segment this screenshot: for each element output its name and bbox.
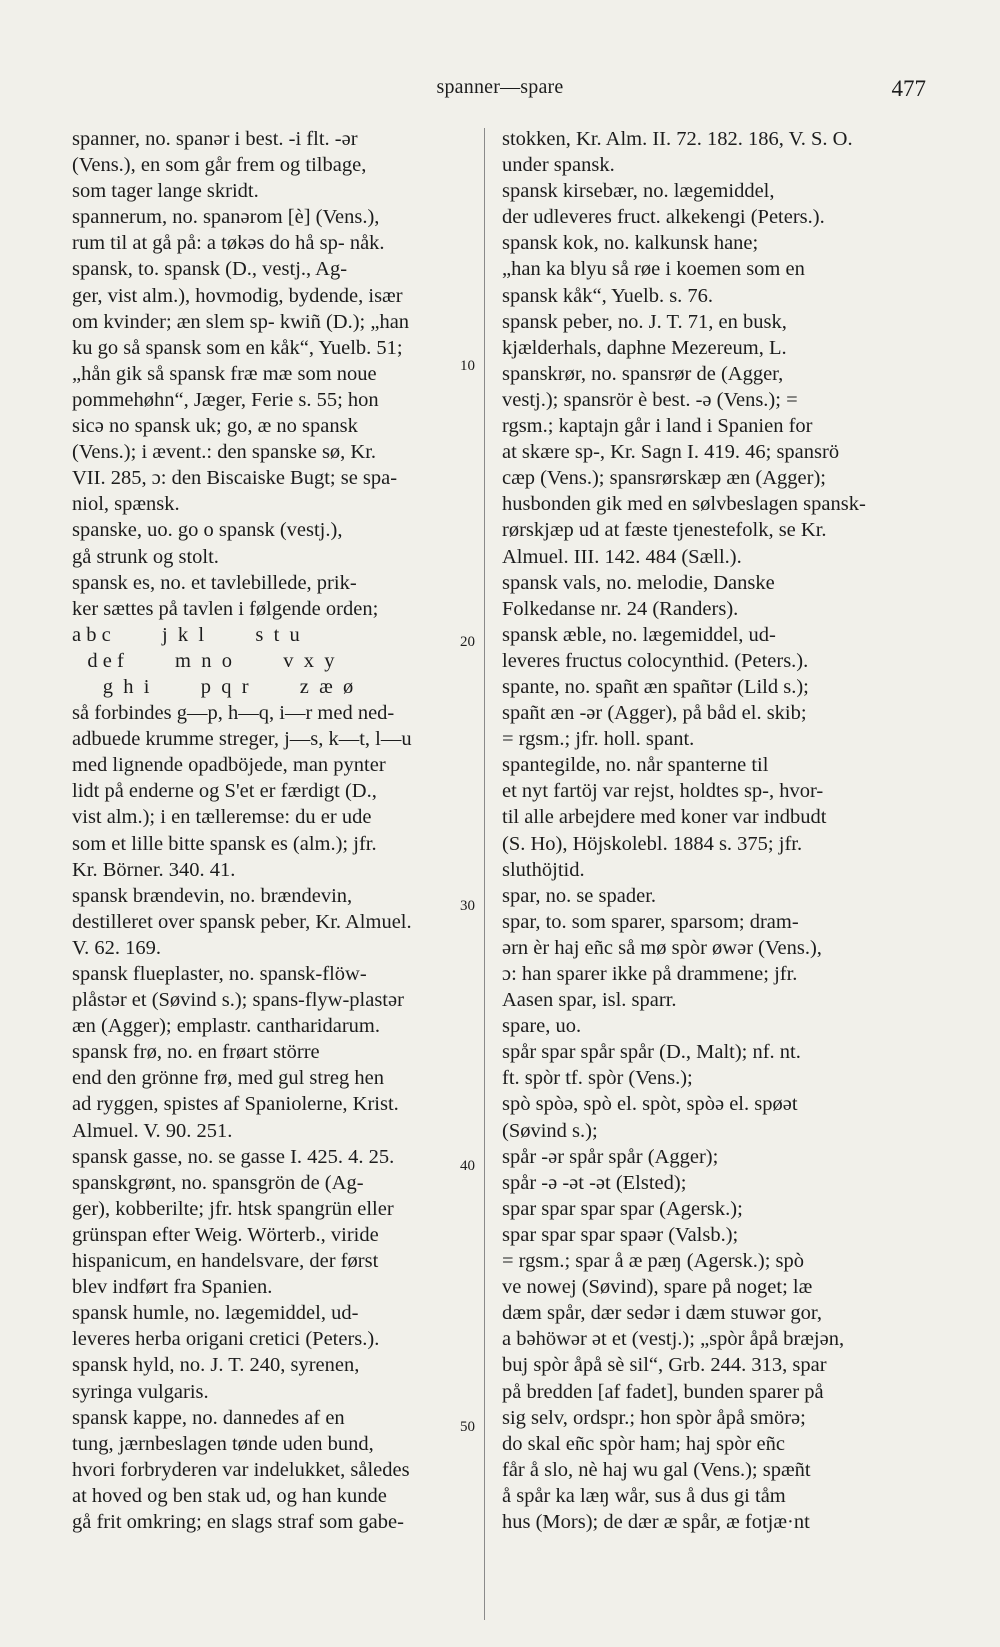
text-line: spar spar spar spaər (Valsb.); bbox=[502, 1223, 739, 1246]
text-line: spansk frø, no. en frøart större bbox=[72, 1041, 320, 1064]
text-line: „han ka blyu så røe i koemen som en bbox=[502, 258, 805, 281]
text-line: spansk hyld, no. J. T. 240, syrenen, bbox=[72, 1354, 360, 1377]
text-line: vist alm.); i en tælleremse: du er ude bbox=[72, 806, 372, 829]
text-line: spansk es, no. et tavlebillede, prik- bbox=[72, 571, 357, 594]
text-line: niol, spænsk. bbox=[72, 493, 180, 516]
text-line: spår -ə -ət -ət (Elsted); bbox=[502, 1171, 687, 1194]
text-line: spò spòə, spò el. spòt, spòə el. spøət bbox=[502, 1093, 798, 1116]
text-line: a bəhöwər ət et (vestj.); „spòr åpå bræjən, bbox=[502, 1328, 845, 1351]
text-line: Almuel. V. 90. 251. bbox=[72, 1119, 233, 1142]
text-line: spannerum, no. spanərom [è] (Vens.), bbox=[72, 206, 380, 229]
text-line: spansk kok, no. kalkunsk hane; bbox=[502, 232, 759, 255]
text-line: rum til at gå på: a tøkəs do hå sp- nåk. bbox=[72, 232, 385, 255]
text-line: VII. 285, ɔ: den Biscaiske Bugt; se spa- bbox=[72, 467, 398, 490]
text-line: spar, no. se spader. bbox=[502, 884, 657, 907]
text-line: husbonden gik med en sølvbeslagen spansk- bbox=[502, 493, 866, 516]
text-line: så forbindes g—p, h—q, i—r med ned- bbox=[72, 702, 395, 725]
text-line: a b c j k l s t u bbox=[72, 623, 300, 646]
text-line: på bredden [af fadet], bunden sparer på bbox=[502, 1380, 824, 1403]
text-line: gå frit omkring; en slags straf som gabe- bbox=[72, 1510, 404, 1533]
text-line: „hån gik så spansk fræ mæ som noue bbox=[72, 362, 377, 385]
text-line: spansk humle, no. lægemiddel, ud- bbox=[72, 1302, 359, 1325]
text-line: hus (Mors); de dær æ spår, æ fotjæ·nt bbox=[502, 1510, 810, 1533]
text-line: cæp (Vens.); spansrørskæp æn (Agger); bbox=[502, 467, 826, 490]
text-line: ft. spòr tf. spòr (Vens.); bbox=[502, 1067, 693, 1090]
text-line: destilleret over spansk peber, Kr. Almuel. bbox=[72, 910, 412, 933]
text-line: ərn èr haj eñc så mø spòr øwər (Vens.), bbox=[502, 936, 822, 959]
text-line: ker sættes på tavlen i følgende orden; bbox=[72, 597, 379, 620]
text-line: ger, vist alm.), hovmodig, bydende, især bbox=[72, 284, 403, 307]
text-line: end den grönne frø, med gul streg hen bbox=[72, 1067, 384, 1090]
text-line: blev indført fra Spanien. bbox=[72, 1276, 273, 1299]
page-header bbox=[0, 72, 1000, 112]
text-line: leveres herba origani cretici (Peters.). bbox=[72, 1328, 380, 1351]
text-line: stokken, Kr. Alm. II. 72. 182. 186, V. S. O. bbox=[502, 128, 853, 150]
text-line: kjælderhals, daphne Mezereum, L. bbox=[502, 336, 787, 359]
text-line: spanner, no. spanər i best. -i flt. -ər bbox=[72, 128, 358, 150]
text-line: at hoved og ben stak ud, og han kunde bbox=[72, 1484, 387, 1507]
text-line: spañt æn -ər (Agger), på båd el. skib; bbox=[502, 702, 807, 725]
text-line: adbuede krumme streger, j—s, k—t, l—u bbox=[72, 728, 412, 751]
text-line: ɔ: han sparer ikke på drammene; jfr. bbox=[502, 963, 798, 985]
text-line: leveres fructus colocynthid. (Peters.). bbox=[502, 649, 809, 672]
text-line: spansk kirsebær, no. lægemiddel, bbox=[502, 180, 775, 203]
text-line: hispanicum, en handelsvare, der først bbox=[72, 1250, 379, 1273]
text-line: om kvinder; æn slem sp- kwiñ (D.); „han bbox=[72, 310, 410, 333]
text-line: pommehøhn“, Jæger, Ferie s. 55; hon bbox=[72, 388, 379, 411]
text-line: spare, uo. bbox=[502, 1015, 582, 1038]
text-line: ad ryggen, spistes af Spaniolerne, Krist. bbox=[72, 1093, 399, 1116]
text-line: (S. Ho), Höjskolebl. 1884 s. 375; jfr. bbox=[502, 832, 803, 855]
text-line: spansk æble, no. lægemiddel, ud- bbox=[502, 623, 776, 646]
text-line: der udleveres fruct. alkekengi (Peters.). bbox=[502, 206, 825, 229]
text-line: får å slo, nè haj wu gal (Vens.); spæñt bbox=[502, 1458, 811, 1481]
text-line: å spår ka læŋ wår, sus å dus gi tåm bbox=[502, 1484, 786, 1507]
text-line: ku go så spansk som en kåk“, Yuelb. 51; bbox=[72, 336, 403, 359]
text-line: gå strunk og stolt. bbox=[72, 545, 219, 568]
text-line: Aasen spar, isl. sparr. bbox=[502, 989, 677, 1012]
text-line: (Søvind s.); bbox=[502, 1119, 598, 1142]
text-line: spante, no. spañt æn spañtər (Lild s.); bbox=[502, 675, 809, 698]
text-line: spansk kappe, no. dannedes af en bbox=[72, 1406, 345, 1429]
text-line: spantegilde, no. når spanterne til bbox=[502, 754, 769, 777]
text-line: plåstər et (Søvind s.); spans-flyw-plastər bbox=[72, 989, 404, 1012]
text-line: syringa vulgaris. bbox=[72, 1380, 209, 1403]
text-line: spansk kåk“, Yuelb. s. 76. bbox=[502, 284, 714, 307]
text-line: som et lille bitte spansk es (alm.); jfr. bbox=[72, 832, 377, 855]
text-line: dæm spår, dær sedər i dæm stuwər gor, bbox=[502, 1302, 823, 1325]
text-line: lidt på enderne og S'et er færdigt (D., bbox=[72, 780, 377, 803]
text-line: spanskrør, no. spansrør de (Agger, bbox=[502, 362, 784, 385]
text-line: sicə no spansk uk; go, æ no spansk bbox=[72, 415, 358, 438]
text-line: med lignende opadböjede, man pynter bbox=[72, 754, 386, 777]
text-line: Folkedanse nr. 24 (Randers). bbox=[502, 597, 739, 620]
text-line: = rgsm.; spar å æ pæŋ (Agersk.); spò bbox=[502, 1250, 805, 1273]
running-title: spanner—spare bbox=[436, 76, 564, 98]
text-line: grünspan efter Weig. Wörterb., viride bbox=[72, 1223, 379, 1246]
text-line: do skal eñc spòr ham; haj spòr eñc bbox=[502, 1432, 785, 1455]
text-line: (Vens.), en som går frem og tilbage, bbox=[72, 154, 367, 177]
page-number: 477 bbox=[891, 76, 926, 101]
text-line: spansk brændevin, no. brændevin, bbox=[72, 884, 353, 907]
text-line: æn (Agger); emplastr. cantharidarum. bbox=[72, 1015, 380, 1038]
text-line: d e f m n o v x y bbox=[72, 649, 335, 672]
text-line: g h i p q r z æ ø bbox=[72, 675, 354, 698]
text-line: buj spòr åpå sè sil“, Grb. 244. 313, spar bbox=[502, 1354, 827, 1377]
text-line: Almuel. III. 142. 484 (Sæll.). bbox=[502, 545, 742, 568]
line-number: 10 bbox=[460, 358, 475, 374]
text-line: rørskjæp ud at fæste tjenestefolk, se Kr. bbox=[502, 519, 827, 542]
text-line: spar spar spar spar (Agersk.); bbox=[502, 1197, 743, 1220]
text-line: (Vens.); i ævent.: den spanske sø, Kr. bbox=[72, 441, 377, 464]
text-line: spansk, to. spansk (D., vestj., Ag- bbox=[72, 258, 348, 281]
line-number: 40 bbox=[460, 1158, 475, 1174]
left-column bbox=[72, 126, 470, 1535]
text-line: spansk flueplaster, no. spansk-flöw- bbox=[72, 963, 367, 985]
line-number: 50 bbox=[460, 1419, 475, 1435]
text-line: spår spar spår spår (D., Malt); nf. nt. bbox=[502, 1041, 801, 1064]
text-line: spansk peber, no. J. T. 71, en busk, bbox=[502, 310, 787, 333]
right-column bbox=[502, 126, 928, 1535]
text-line: spår -ər spår spår (Agger); bbox=[502, 1145, 719, 1168]
line-number: 30 bbox=[460, 898, 475, 914]
text-line: spansk vals, no. melodie, Danske bbox=[502, 571, 775, 594]
text-line: til alle arbejdere med koner var indbudt bbox=[502, 806, 827, 829]
text-line: spanske, uo. go o spansk (vestj.), bbox=[72, 519, 343, 542]
text-line: = rgsm.; jfr. holl. spant. bbox=[502, 728, 695, 751]
text-line: rgsm.; kaptajn går i land i Spanien for bbox=[502, 415, 813, 438]
text-line: vestj.); spansrör è best. -ə (Vens.); = bbox=[502, 388, 798, 411]
text-line: som tager lange skridt. bbox=[72, 180, 259, 203]
text-line: ve nowej (Søvind), spare på noget; læ bbox=[502, 1276, 813, 1299]
text-line: hvori forbryderen var indelukket, således bbox=[72, 1458, 410, 1481]
text-line: sig selv, ordspr.; hon spòr åpå smörə; bbox=[502, 1406, 806, 1429]
text-line: sluthöjtid. bbox=[502, 858, 585, 881]
text-line: under spansk. bbox=[502, 154, 615, 177]
text-line: spanskgrønt, no. spansgrön de (Ag- bbox=[72, 1171, 364, 1194]
text-line: V. 62. 169. bbox=[72, 936, 162, 959]
text-line: spar, to. som sparer, sparsom; dram- bbox=[502, 910, 799, 933]
text-line: at skære sp-, Kr. Sagn I. 419. 46; spansrö bbox=[502, 441, 840, 464]
text-line: spansk gasse, no. se gasse I. 425. 4. 25. bbox=[72, 1145, 395, 1168]
line-number: 20 bbox=[460, 634, 475, 650]
text-line: et nyt fartöj var rejst, holdtes sp-, hvor- bbox=[502, 780, 824, 803]
column-divider bbox=[484, 128, 485, 1620]
text-line: tung, jærnbeslagen tønde uden bund, bbox=[72, 1432, 374, 1455]
text-line: Kr. Börner. 340. 41. bbox=[72, 858, 236, 881]
text-line: ger), kobberilte; jfr. htsk spangrün eller bbox=[72, 1197, 394, 1220]
